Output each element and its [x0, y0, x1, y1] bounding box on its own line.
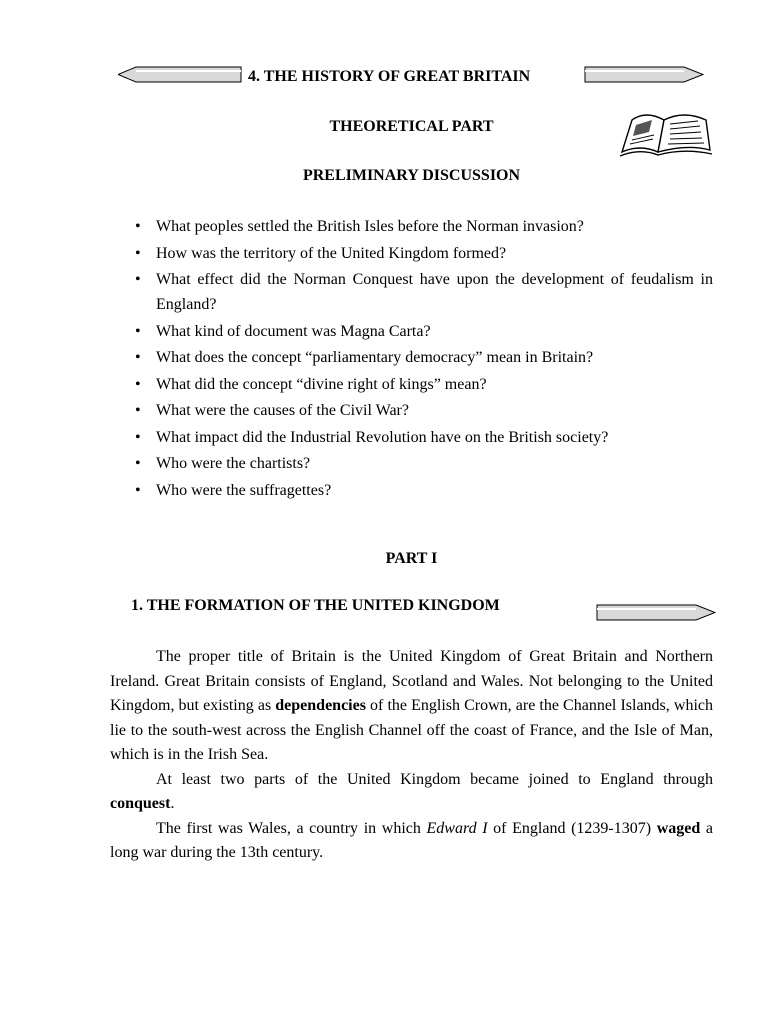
section-arrow-bar [596, 604, 716, 621]
list-item: • What impact did the Industrial Revolution have on the British society? [110, 425, 713, 450]
body-text [110, 645, 713, 866]
keyword-conquest: conquest [110, 795, 171, 812]
section-heading: 1. THE FORMATION OF THE UNITED KINGDOM [131, 597, 500, 614]
paragraph-3: The first was Wales, a country in which Edward I of England (1239-1307) waged a long war during the 13th century. [110, 819, 713, 861]
keyword-dependencies: dependencies [275, 697, 366, 714]
list-item: • What does the concept “parliamentary democracy” mean in Britain? [110, 345, 713, 370]
discussion-questions-list [110, 214, 713, 504]
name-edward-i: Edward I [426, 819, 488, 837]
paragraph-2: At least two parts of the United Kingdom became joined to England through conquest. [110, 770, 713, 812]
keyword-waged: waged [656, 819, 701, 837]
list-item: • Who were the chartists? [110, 451, 713, 476]
left-arrow-bar [118, 66, 242, 83]
right-arrow-bar [584, 66, 704, 83]
list-item: • What peoples settled the British Isles before the Norman invasion? [110, 214, 713, 239]
list-item: • Who were the suffragettes? [110, 478, 713, 503]
theoretical-part-heading: THEORETICAL PART [329, 118, 494, 135]
list-item: • What did the concept “divine right of kings” mean? [110, 372, 713, 397]
list-item: • How was the territory of the United Kingdom formed? [110, 241, 713, 266]
list-item: • What kind of document was Magna Carta? [110, 319, 713, 344]
chapter-title: 4. THE HISTORY OF GREAT BRITAIN [248, 68, 531, 85]
list-item: • What were the causes of the Civil War? [110, 398, 713, 423]
paragraph-1: The proper title of Britain is the United Kingdom of Great Britain and Northern Ireland. Great Britain consists of England, Scotland and Wales. Not belonging to the United Kingdom, but existing as dependencies of the English Crown, are the Channel Islands, which lie to the south-west across the English Channel off the coast of France, and the Isle of Man, which is in the Irish Sea. [110, 648, 713, 763]
preliminary-discussion-heading: PRELIMINARY DISCUSSION [302, 167, 521, 184]
part-label: PART I [385, 550, 438, 567]
list-item: • What effect did the Norman Conquest have upon the development of feudalism in England? [110, 267, 713, 317]
